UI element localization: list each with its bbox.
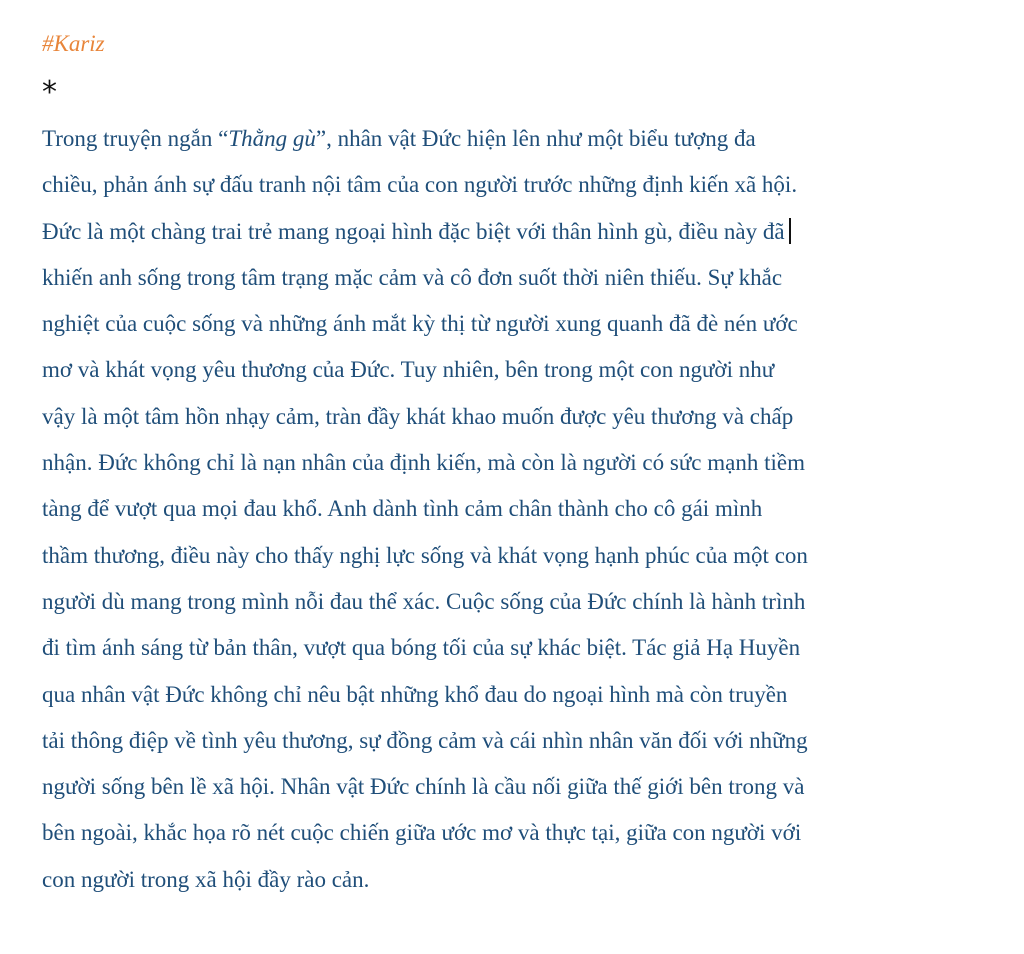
paragraph-line: đi tìm ánh sáng từ bản thân, vượt qua bóng tối của sự khác biệt. Tác giả Hạ Huyền: [42, 635, 801, 661]
hashtag: #Kariz: [42, 31, 105, 56]
text-cursor: [789, 218, 791, 244]
paragraph-line: bên ngoài, khắc họa rõ nét cuộc chiến giữa ước mơ và thực tại, giữa con người với: [42, 820, 802, 846]
paragraph-line: [42, 209, 1002, 255]
paragraph-line: [42, 116, 1002, 162]
paragraph-line: vậy là một tâm hồn nhạy cảm, tràn đầy khát khao muốn được yêu thương và chấp: [42, 403, 794, 429]
paragraph-line: người dù mang trong mình nỗi đau thể xác. Cuộc sống của Đức chính là hành trình: [42, 588, 806, 614]
story-title: Thằng gù: [228, 126, 316, 151]
section-separator: *: [42, 75, 57, 110]
paragraph-line: người sống bên lề xã hội. Nhân vật Đức chính là cầu nối giữa thế giới bên trong và: [42, 774, 805, 800]
body-paragraph[interactable]: [42, 116, 1002, 903]
paragraph-line: thầm thương, điều này cho thấy nghị lực sống và khát vọng hạnh phúc của một con: [42, 542, 808, 568]
paragraph-line: khiến anh sống trong tâm trạng mặc cảm và cô đơn suốt thời niên thiếu. Sự khắc: [42, 264, 783, 290]
paragraph-line: nhận. Đức không chỉ là nạn nhân của định kiến, mà còn là người có sức mạnh tiềm: [42, 450, 805, 476]
paragraph-line: mơ và khát vọng yêu thương của Đức. Tuy nhiên, bên trong một con người như: [42, 357, 775, 383]
paragraph-line: chiều, phản ánh sự đấu tranh nội tâm của con người trước những định kiến xã hội.: [42, 172, 798, 198]
document-page[interactable]: [42, 28, 1002, 903]
paragraph-line: con người trong xã hội đầy rào cản.: [42, 866, 370, 892]
paragraph-line-text: Đức là một chàng trai trẻ mang ngoại hình đặc biệt với thân hình gù, điều này đã: [42, 218, 785, 244]
paragraph-line: qua nhân vật Đức không chỉ nêu bật những khổ đau do ngoại hình mà còn truyền: [42, 681, 788, 707]
title-continuation: ”, nhân vật Đức hiện lên như một biểu tượng đa: [315, 126, 756, 151]
paragraph-line: tàng để vượt qua mọi đau khổ. Anh dành tình cảm chân thành cho cô gái mình: [42, 496, 763, 522]
paragraph-line: nghiệt của cuộc sống và những ánh mắt kỳ thị từ người xung quanh đã đè nén ước: [42, 311, 798, 337]
paragraph-line: tải thông điệp về tình yêu thương, sự đồng cảm và cái nhìn nhân văn đối với những: [42, 727, 808, 753]
opening-text: Trong truyện ngắn “: [42, 126, 229, 151]
